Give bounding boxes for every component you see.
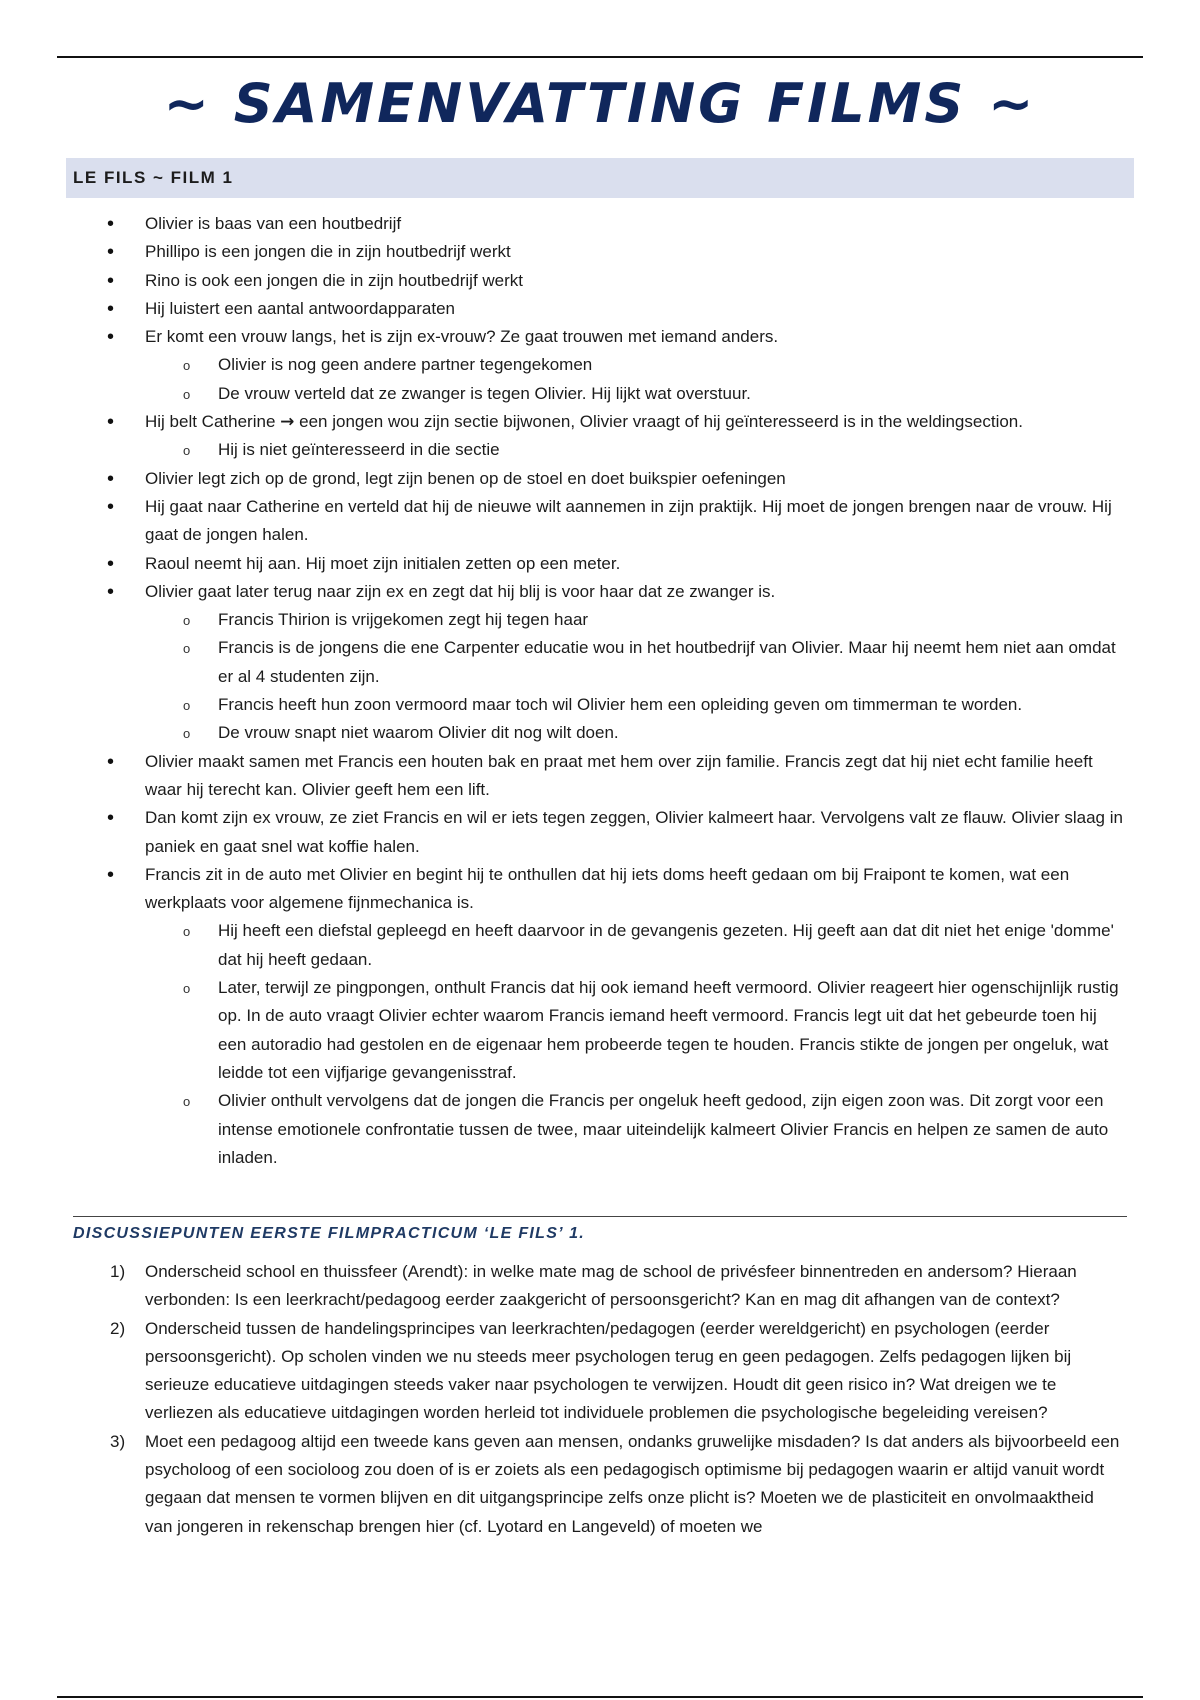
list-item: • Rino is ook een jongen die in zijn houtbedrijf werkt	[0, 267, 1200, 295]
sub-list-item: o De vrouw verteld dat ze zwanger is tegen Olivier. Hij lijkt wat overstuur.	[145, 380, 1124, 408]
summary-content	[0, 210, 1200, 1172]
discussion-title: DISCUSSIEPUNTEN EERSTE FILMPRACTICUM ‘LE FILS’ 1.	[73, 1225, 586, 1242]
list-item: • Hij luistert een aantal antwoordapparaten	[0, 295, 1200, 323]
page-title: ~ SAMENVATTING FILMS ~	[163, 72, 1037, 135]
list-item: • Dan komt zijn ex vrouw, ze ziet Francis en wil er iets tegen zeggen, Olivier kalmeert haar. Vervolgens valt ze flauw. Olivier slaag in paniek en gaat snel wat koffie halen.	[0, 804, 1200, 861]
discussion-content	[0, 1258, 1200, 1541]
top-rule	[57, 56, 1143, 58]
sub-list-item: o Francis Thirion is vrijgekomen zegt hij tegen haar	[145, 606, 1124, 634]
sub-list	[145, 917, 1124, 1172]
sub-list-item: o Olivier onthult vervolgens dat de jongen die Francis per ongeluk heeft gedood, zijn eigen zoon was. Dit zorgt voor een intense emotionele confrontatie tussen de twee, maar uiteindelijk kalmeert Olivier Francis en helpen ze samen de auto inladen.	[145, 1087, 1124, 1172]
sub-list-item: o Olivier is nog geen andere partner tegengekomen	[145, 351, 1124, 379]
list-item: • Er komt een vrouw langs, het is zijn ex-vrouw? Ze gaat trouwen met iemand anders. o Olivier is nog geen andere partner tegengekomen o De vrouw verteld dat ze zwanger is tegen Olivier. Hij lijkt wat overstuur.	[0, 323, 1200, 408]
item-number: 2)	[110, 1318, 126, 1338]
sub-list-item: o De vrouw snapt niet waarom Olivier dit nog wilt doen.	[145, 719, 1124, 747]
sub-list	[145, 436, 1124, 464]
summary-list	[0, 210, 1200, 1172]
discussion-item: 1) Onderscheid school en thuissfeer (Arendt): in welke mate mag de school de privésfeer binnentreden en andersom? Hieraan verbonden: Is een leerkracht/pedagoog eerder zaakgericht of persoonsgericht? Kan en mag dit afhangen van de context?	[0, 1258, 1200, 1315]
list-item: • Hij belt Catherine → een jongen wou zijn sectie bijwonen, Olivier vraagt of hij geïnteresseerd is in the weldingsection. o Hij is niet geïnteresseerd in die sectie	[0, 408, 1200, 465]
discussion-divider	[73, 1216, 1127, 1217]
list-item: • Raoul neemt hij aan. Hij moet zijn initialen zetten op een meter.	[0, 550, 1200, 578]
item-number: 3)	[110, 1431, 126, 1451]
section-title: LE FILS ~ FILM 1	[73, 168, 234, 187]
list-item: • Hij gaat naar Catherine en verteld dat hij de nieuwe wilt aannemen in zijn praktijk. Hij moet de jongen brengen naar de vrouw. Hij gaat de jongen halen.	[0, 493, 1200, 550]
sub-list-item: o Hij heeft een diefstal gepleegd en heeft daarvoor in de gevangenis gezeten. Hij geeft aan dat dit niet het enige 'domme' dat hij heeft gedaan.	[145, 917, 1124, 974]
item-number: 1)	[110, 1262, 126, 1281]
list-item: • Olivier legt zich op de grond, legt zijn benen op de stoel en doet buikspier oefeningen	[0, 465, 1200, 493]
arrow-right-icon: →	[280, 412, 295, 433]
sub-list-item: o Hij is niet geïnteresseerd in die sectie	[145, 436, 1124, 464]
sub-list-item: o Francis is de jongens die ene Carpenter educatie wou in het houtbedrijf van Olivier. Maar hij neemt hem niet aan omdat er al 4 studenten zijn.	[145, 634, 1124, 691]
discussion-list	[0, 1258, 1200, 1541]
discussion-item: 3) Moet een pedagoog altijd een tweede kans geven aan mensen, ondanks gruwelijke misdaden? Is dat anders als bijvoorbeeld een psycholoog of een socioloog zou doen of is er zoiets als een pedagogisch optimisme bij pedagogen waarin er altijd vanuit wordt gegaan dat mensen te vormen blijven en dit uitgangsprincipe zelfs onze plicht is? Moeten we de plasticiteit en onvolmaaktheid van jongeren in rekenschap brengen hier (cf. Lyotard en Langeveld) of moeten we	[0, 1428, 1200, 1541]
sub-list-item: o Later, terwijl ze pingpongen, onthult Francis dat hij ook iemand heeft vermoord. Olivier reageert hier ogenschijnlijk rustig op. In de auto vraagt Olivier echter waarom Francis iemand heeft vermoord. Francis legt uit dat het gebeurde toen hij een autoradio had gestolen en de eigenaar hem probeerde tegen te houden. Francis stikte de jongen per ongeluk, wat leidde tot een vijfjarige gevangenisstraf.	[145, 974, 1124, 1087]
sub-list	[145, 606, 1124, 747]
list-item: • Olivier gaat later terug naar zijn ex en zegt dat hij blij is voor haar dat ze zwanger is. o Francis Thirion is vrijgekomen zegt hij tegen haar o Francis is de jongens die ene Carpenter educatie wou in het houtbedrijf van Olivier. Maar hij neemt hem niet aan omdat er al 4 studenten zijn. o Francis heeft hun zoon vermoord maar toch wil Olivier hem een opleiding geven om timmerman te worden. o De vrouw snapt niet waarom Olivier dit nog wilt doen.	[0, 578, 1200, 748]
discussion-item: 2) Onderscheid tussen de handelingsprincipes van leerkrachten/pedagogen (eerder wereldgericht) en psychologen (eerder persoonsgericht). Op scholen vinden we nu steeds meer psychologen terug en geen pedagogen. Zelfs pedagogen lijken bij serieuze educatieve uitdagingen steeds vaker naar psychologen te verwijzen. Houdt dit geen risico in? Wat dreigen we te verliezen als educatieve uitdagingen worden herleid tot individuele problemen die psychologische begeleiding vereisen?	[0, 1315, 1200, 1428]
list-item: • Phillipo is een jongen die in zijn houtbedrijf werkt	[0, 238, 1200, 266]
sub-list-item: o Francis heeft hun zoon vermoord maar toch wil Olivier hem een opleiding geven om timmerman te worden.	[145, 691, 1124, 719]
bottom-rule	[57, 1696, 1143, 1698]
list-item: • Francis zit in de auto met Olivier en begint hij te onthullen dat hij iets doms heeft gedaan om bij Fraipont te komen, wat een werkplaats voor algemene fijnmechanica is. o Hij heeft een diefstal gepleegd en heeft daarvoor in de gevangenis gezeten. Hij geeft aan dat dit niet het enige 'domme' dat hij heeft gedaan. o Later, terwijl ze pingpongen, onthult Francis dat hij ook iemand heeft vermoord. Olivier reageert hier ogenschijnlijk rustig op. In de auto vraagt Olivier echter waarom Francis iemand heeft vermoord. Francis legt uit dat het gebeurde toen hij een autoradio had gestolen en de eigenaar hem probeerde tegen te houden. Francis stikte de jongen per ongeluk, wat leidde tot een vijfjarige gevangenisstraf. o Olivier onthult vervolgens dat de jongen die Francis per ongeluk heeft gedood, zijn eigen zoon was. Dit zorgt voor een intense emotionele confrontatie tussen de twee, maar uiteindelijk kalmeert Olivier Francis en helpen ze samen de auto inladen.	[0, 861, 1200, 1172]
list-item: • Olivier is baas van een houtbedrijf	[0, 210, 1200, 238]
sub-list	[145, 351, 1124, 408]
list-item: • Olivier maakt samen met Francis een houten bak en praat met hem over zijn familie. Francis zegt dat hij niet echt familie heeft waar hij terecht kan. Olivier geeft hem een lift.	[0, 748, 1200, 805]
